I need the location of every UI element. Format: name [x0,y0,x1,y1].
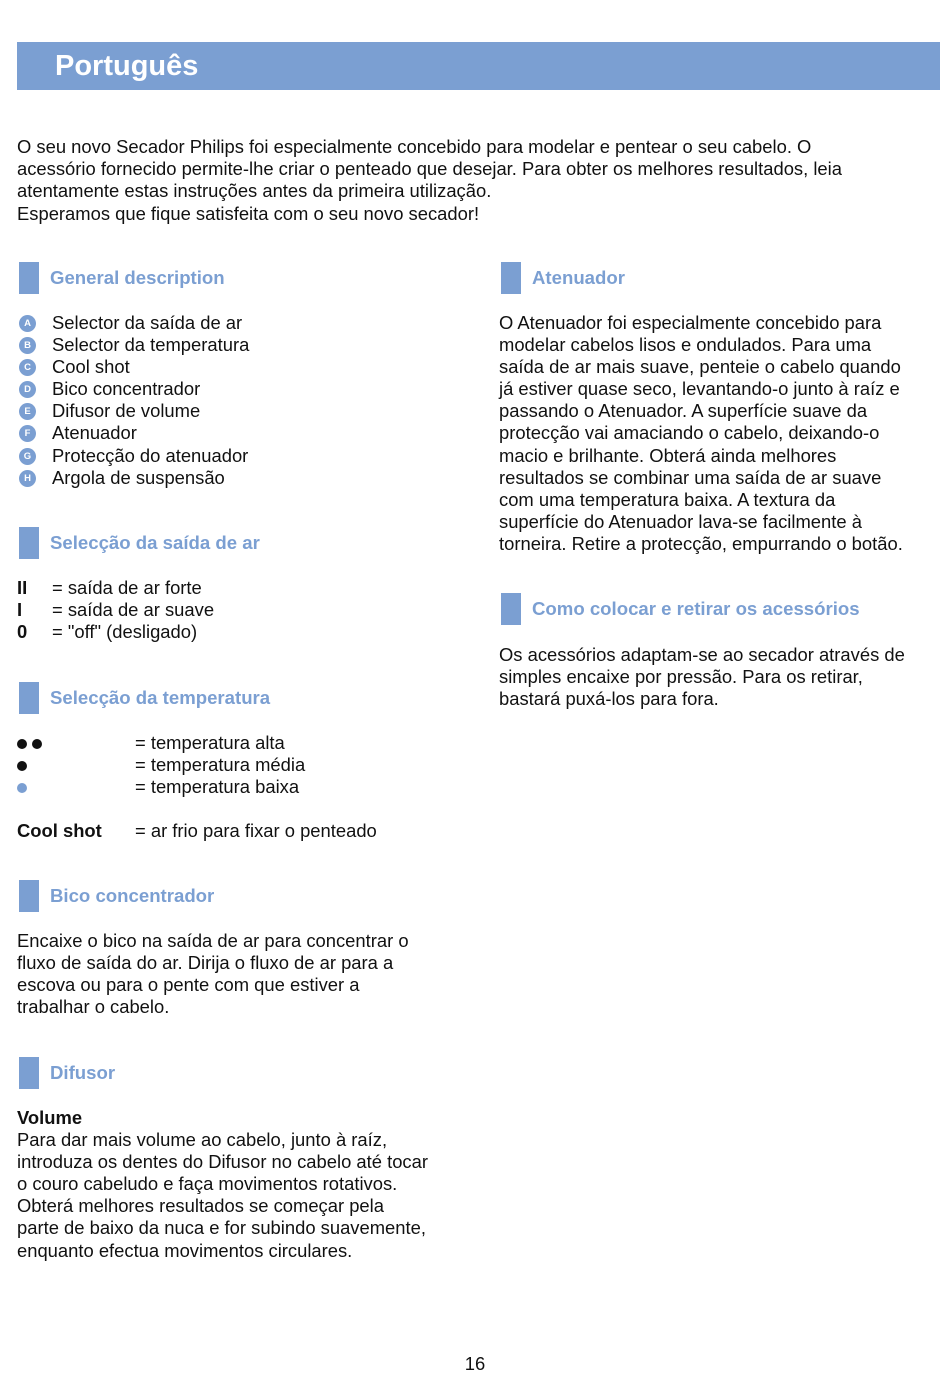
list-item-label: Selector da saída de ar [52,312,243,333]
section-title: General description [50,267,225,288]
section-title: Selecção da temperatura [50,687,271,708]
section-title: Atenuador [532,267,625,288]
text-line: trabalhar o cabelo. [17,996,170,1018]
intro-line: atentamente estas instruções antes da primeira utilização. [17,180,492,202]
airflow-description: = saída de ar suave [52,599,215,620]
section-marker [19,1057,39,1089]
text-line: Para dar mais volume ao cabelo, junto à raíz, [17,1129,388,1151]
intro-line: O seu novo Secador Philips foi especialmente concebido para modelar e pentear o seu cabelo. O [17,136,812,157]
temperature-description: = temperatura média [135,754,306,775]
airflow-description: = "off" (desligado) [52,621,198,642]
section-marker [501,262,521,294]
airflow-description: = saída de ar forte [52,577,202,598]
text-line: já estiver quase seco, levantando-o junto à raíz e [499,378,900,400]
list-item-label: Protecção do atenuador [52,444,249,466]
intro-line: acessório fornecido permite-lhe criar o penteado que desejar. Para obter os melhores resultados, leia [17,158,842,180]
page-title: Português [55,50,199,82]
text-line: Encaixe o bico na saída de ar para concentrar o [17,930,409,951]
attenuator-paragraph [499,312,939,555]
text-line: enquanto efectua movimentos circulares. [17,1239,353,1261]
list-item-label: Bico concentrador [52,378,201,400]
diffuser-paragraph [17,1107,477,1262]
section-title: Difusor [50,1062,116,1083]
list-item-label: Difusor de volume [52,400,201,422]
dot-icon [17,761,27,771]
section-title: Selecção da saída de ar [50,532,260,553]
dot-icon [32,739,42,749]
accessories-paragraph [499,644,939,710]
text-line: protecção vai amaciando o cabelo, deixando-o [499,422,880,444]
text-line: escova ou para o pente com que estiver a [17,974,360,996]
section-marker [19,262,39,294]
subsection-title: Volume [17,1107,83,1128]
cool-shot-description: = ar frio para fixar o penteado [135,820,377,841]
page-number: 16 [464,1353,486,1374]
dot-icon [17,739,27,749]
text-line: Os acessórios adaptam-se ao secador através de [499,644,905,665]
text-line: bastará puxá-los para fora. [499,688,719,710]
airflow-setting: I [17,599,23,620]
text-line: passando o Atenuador. A superfície suave da [499,400,868,422]
text-line: introduza os dentes do Difusor no cabelo até tocar [17,1151,428,1173]
text-line: o couro cabeludo e faça movimentos rotativos. [17,1173,398,1195]
intro-line: Esperamos que fique satisfeita com o seu novo secador! [17,202,480,224]
temperature-description: = temperatura alta [135,732,285,753]
temperature-description: = temperatura baixa [135,776,300,797]
list-item-label: Selector da temperatura [52,334,250,356]
letter-h-icon: H [19,470,36,487]
intro-paragraph [17,136,927,225]
airflow-setting: 0 [17,621,28,642]
letter-g-icon: G [19,448,36,465]
text-line: modelar cabelos lisos e ondulados. Para uma [499,334,872,356]
text-line: simples encaixe por pressão. Para os retirar, [499,666,863,688]
list-item-label: Argola de suspensão [52,466,225,488]
letter-c-icon: C [19,359,36,376]
section-marker [501,593,521,625]
letter-a-icon: A [19,315,36,332]
list-item-label: Cool shot [52,356,130,378]
text-line: parte de baixo da nuca e for subindo suavemente, [17,1217,426,1239]
concentrator-paragraph [17,930,457,1018]
section-title: Bico concentrador [50,885,215,906]
language-banner [17,42,940,90]
section-marker [19,682,39,714]
text-line: macio e brilhante. Obterá ainda melhores [499,444,837,466]
text-line: O Atenuador foi especialmente concebido para [499,312,882,333]
text-line: Obterá melhores resultados se começar pela [17,1195,384,1217]
section-marker [19,527,39,559]
text-line: fluxo de saída do ar. Dirija o fluxo de ar para a [17,952,394,974]
text-line: com uma temperatura baixa. A textura da [499,488,836,510]
section-title: Como colocar e retirar os acessórios [532,598,860,619]
letter-e-icon: E [19,403,36,420]
letter-d-icon: D [19,381,36,398]
text-line: superfície do Atenuador lava-se facilmente à [499,510,862,532]
cool-shot-label: Cool shot [17,820,102,841]
letter-b-icon: B [19,337,36,354]
list-item-label: Atenuador [52,422,137,444]
text-line: resultados se combinar uma saída de ar suave [499,466,882,488]
text-line: saída de ar mais suave, penteie o cabelo quando [499,356,901,378]
airflow-setting: II [17,577,28,598]
text-line: torneira. Retire a protecção, empurrando o botão. [499,532,903,554]
dot-icon [17,783,27,793]
section-marker [19,880,39,912]
letter-f-icon: F [19,425,36,442]
